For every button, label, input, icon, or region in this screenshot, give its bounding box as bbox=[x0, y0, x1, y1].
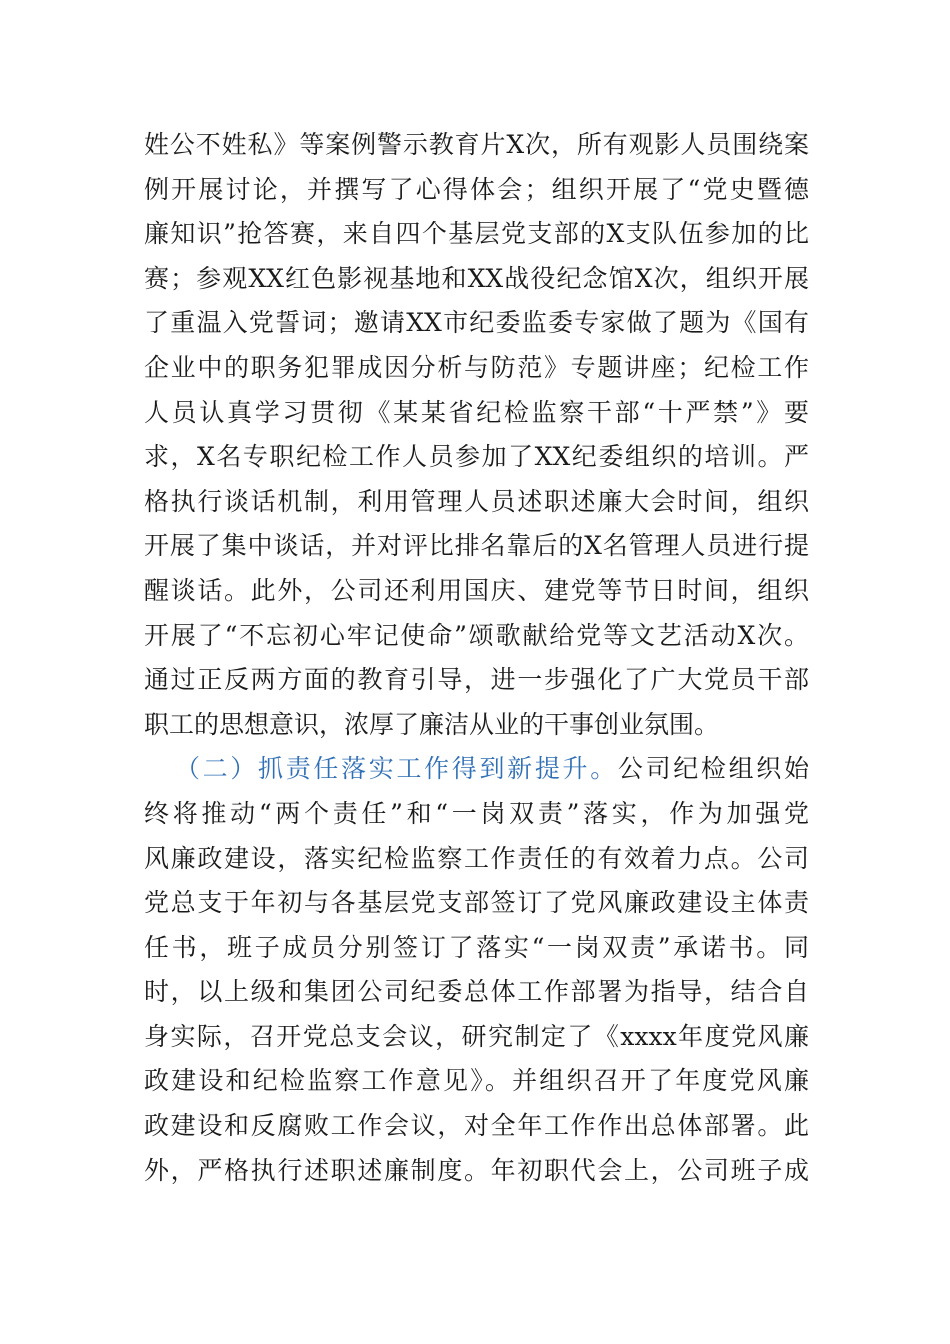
text-line: 身实际，召开党总支会议，研究制定了《xxxx年度党风廉 bbox=[144, 1021, 809, 1051]
text-line: 政建设和纪检监察工作意见》。并组织召开了年度党风廉 bbox=[144, 1066, 809, 1096]
paragraph-2 bbox=[144, 747, 809, 1193]
text-line: 廉知识”抢答赛，来自四个基层党支部的X支队伍参加的比 bbox=[144, 219, 809, 249]
text-line: 格执行谈话机制，利用管理人员述职述廉大会时间，组织 bbox=[144, 486, 809, 516]
text-line: 求，X名专职纪检工作人员参加了XX纪委组织的培训。严 bbox=[144, 442, 809, 472]
text-line: 政建设和反腐败工作会议，对全年工作作出总体部署。此 bbox=[144, 1111, 809, 1141]
text-line: 任书，班子成员分别签订了落实“一岗双责”承诺书。同 bbox=[144, 932, 809, 962]
text-line: 风廉政建设，落实纪检监察工作责任的有效着力点。公司 bbox=[144, 843, 809, 873]
text-line: 姓公不姓私》等案例警示教育片X次，所有观影人员围绕案 bbox=[144, 130, 809, 159]
text-line: 例开展讨论，并撰写了心得体会；组织开展了“党史暨德 bbox=[144, 174, 809, 204]
document-body bbox=[144, 123, 809, 1193]
text-line: 企业中的职务犯罪成因分析与防范》专题讲座；纪检工作 bbox=[144, 352, 809, 382]
paragraph-1 bbox=[144, 123, 809, 747]
text-line: 开展了“不忘初心牢记使命”颂歌献给党等文艺活动X次。 bbox=[144, 620, 809, 650]
text-line: 外，严格执行述职述廉制度。年初职代会上，公司班子成 bbox=[144, 1155, 809, 1185]
text-line: 赛；参观XX红色影视基地和XX战役纪念馆X次，组织开展 bbox=[144, 263, 809, 293]
text-line: 时，以上级和集团公司纪委总体工作部署为指导，结合自 bbox=[144, 977, 809, 1007]
text-line: 开展了集中谈话，并对评比排名靠后的X名管理人员进行提 bbox=[144, 531, 809, 561]
section-heading: （二）抓责任落实工作得到新提升。 bbox=[175, 754, 618, 784]
paragraph-2-first-line bbox=[144, 747, 809, 792]
text-line: 了重温入党誓词；邀请XX市纪委监委专家做了题为《国有 bbox=[144, 308, 809, 338]
text-line: 通过正反两方面的教育引导，进一步强化了广大党员干部 bbox=[144, 665, 809, 695]
text-run: 公司纪检组织始 bbox=[617, 754, 809, 784]
text-line: 职工的思想意识，浓厚了廉洁从业的干事创业氛围。 bbox=[144, 709, 720, 739]
text-line: 醒谈话。此外，公司还利用国庆、建党等节日时间，组织 bbox=[144, 575, 809, 605]
text-line: 人员认真学习贯彻《某某省纪检监察干部“十严禁”》要 bbox=[144, 397, 809, 427]
text-line: 党总支于年初与各基层党支部签订了党风廉政建设主体责 bbox=[144, 888, 809, 918]
text-line: 终将推动“两个责任”和“一岗双责”落实，作为加强党 bbox=[144, 798, 809, 828]
